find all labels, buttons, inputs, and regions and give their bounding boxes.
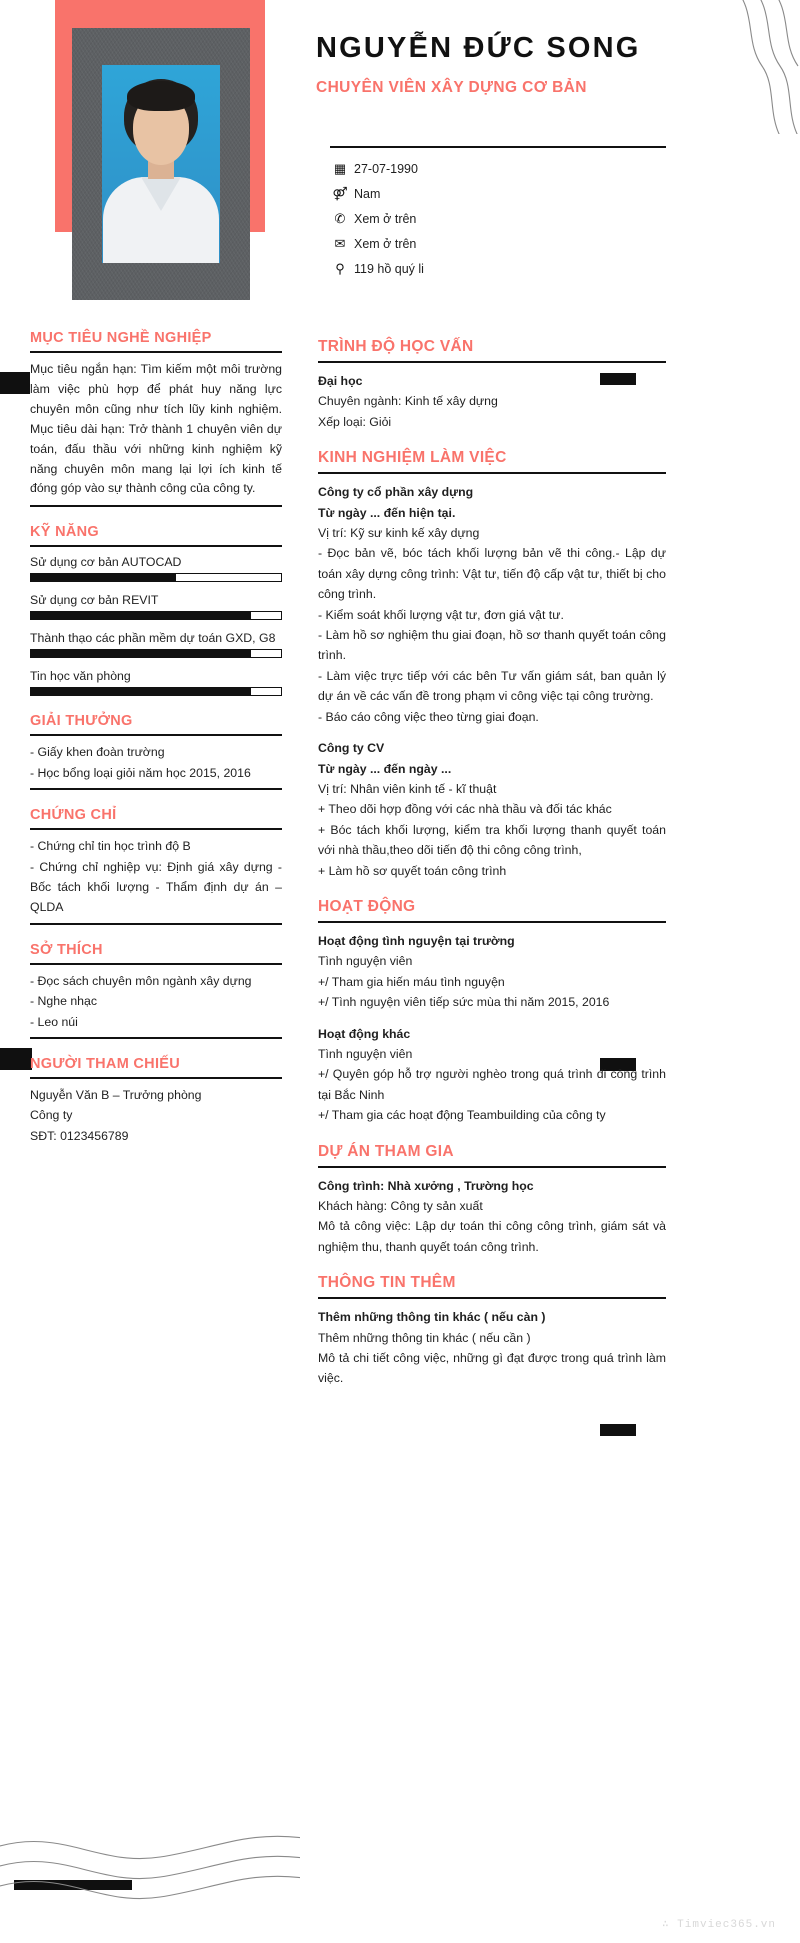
experience-line: + Làm hồ sơ quyết toán công trình	[318, 863, 507, 878]
section-projects	[318, 1143, 666, 1258]
skill-item	[30, 669, 282, 696]
activity-line: Tình nguyện viên	[318, 954, 413, 969]
experience-line: - Làm hồ sơ nghiệm thu giai đoạn, hồ sơ thanh quyết toán công trình.	[318, 628, 666, 663]
section-activities	[318, 898, 666, 1126]
skill-progress-bar	[30, 611, 282, 620]
contact-value: 119 hồ quý li	[354, 261, 424, 276]
decor-tab-left-top	[0, 372, 30, 394]
contact-row	[332, 181, 662, 206]
extra-block	[318, 1299, 666, 1389]
text-line: - Chứng chỉ tin học trình độ B	[30, 839, 191, 854]
skill-progress-fill	[31, 574, 176, 581]
education-block	[318, 363, 666, 432]
text-line: - Học bổng loại giỏi năm học 2015, 2016	[30, 765, 251, 780]
activity-group	[318, 1024, 666, 1126]
extra-name: Thêm những thông tin khác ( nếu càn )	[318, 1310, 546, 1325]
activity-line: Tình nguyện viên	[318, 1046, 413, 1061]
skill-item	[30, 631, 282, 658]
skill-progress-bar	[30, 573, 282, 582]
contact-row	[332, 231, 662, 256]
calendar-icon: ▦	[333, 161, 347, 176]
hobbies-list	[30, 965, 282, 1037]
skill-progress-bar	[30, 687, 282, 696]
experience-line: Vị trí: Nhân viên kinh tế - kĩ thuật	[318, 781, 497, 796]
experience-line: - Đọc bản vẽ, bóc tách khối lượng bản vẽ thi công.- Lập dự toán xây dựng công trình: Vật tư, tiến độ cấp vật tư, thiết bị cho công trình.	[318, 546, 666, 602]
reference-list	[30, 1079, 282, 1151]
section-title-projects: DỰ ÁN THAM GIA	[318, 1142, 454, 1160]
text-line: Thêm những thông tin khác ( nếu cần )	[318, 1330, 531, 1345]
experience-company: Công ty CV	[318, 741, 385, 756]
contact-value: Nam	[354, 186, 381, 201]
projects-block	[318, 1168, 666, 1258]
text-line: Mô tả công việc: Lập dự toán thi công công trình, giám sát và nghiệm thu, thanh quyết toán công trình.	[318, 1219, 666, 1254]
decor-tab-left-bottom	[0, 1048, 32, 1070]
left-column	[30, 330, 282, 1168]
section-certificates	[30, 807, 282, 925]
activity-line: +/ Tham gia các hoạt động Teambuilding của công ty	[318, 1108, 606, 1123]
skill-progress-fill	[31, 688, 251, 695]
experience-company: Công ty cổ phần xây dựng	[318, 485, 474, 500]
certificates-list	[30, 830, 282, 923]
experience-period: Từ ngày ... đến hiện tại.	[318, 505, 456, 520]
experience-line: + Theo dõi hợp đồng với các nhà thầu và đối tác khác	[318, 802, 612, 817]
wave-decoration-top-right	[640, 0, 800, 134]
section-experience	[318, 449, 666, 881]
contact-value: Xem ở trên	[354, 236, 417, 251]
text-line: Xếp loại: Giỏi	[318, 414, 392, 429]
skill-progress-fill	[31, 612, 251, 619]
section-education	[318, 338, 666, 432]
text-line: - Leo núi	[30, 1014, 78, 1029]
activities-list	[318, 923, 666, 1126]
text-line: Nguyễn Văn B – Trưởng phòng	[30, 1088, 202, 1102]
phone-icon: ✆	[334, 211, 346, 226]
section-title-certificates: CHỨNG CHỈ	[30, 807, 117, 824]
contact-row	[332, 256, 662, 281]
section-title-hobbies: SỞ THÍCH	[30, 941, 103, 958]
skill-progress-bar	[30, 649, 282, 658]
skill-label: Sử dụng cơ bản AUTOCAD	[30, 555, 182, 570]
decor-tab-right-3	[600, 1424, 636, 1436]
text-line: Chuyên ngành: Kinh tế xây dựng	[318, 394, 498, 409]
section-title-skills: KỸ NĂNG	[30, 524, 99, 541]
skill-item	[30, 555, 282, 582]
activity-line: +/ Tình nguyện viên tiếp sức mùa thi năm 2015, 2016	[318, 995, 610, 1010]
skill-label: Tin học văn phòng	[30, 669, 131, 684]
skills-list	[30, 547, 282, 696]
skill-label: Thành thạo các phần mềm dự toán GXD, G8	[30, 631, 276, 646]
text-line: - Đọc sách chuyên môn ngành xây dựng	[30, 973, 252, 988]
section-title-activities: HOẠT ĐỘNG	[318, 897, 416, 915]
email-icon: ✉	[334, 236, 346, 251]
contact-row	[332, 206, 662, 231]
section-title-education: TRÌNH ĐỘ HỌC VẤN	[318, 338, 474, 355]
candidate-role: CHUYÊN VIÊN XÂY DỰNG CƠ BẢN	[316, 79, 587, 96]
experience-period: Từ ngày ... đến ngày ...	[318, 761, 452, 776]
objective-text: Mục tiêu ngắn hạn: Tìm kiếm một môi trường làm việc phù hợp để phát huy năng lực chuyên môn cũng như tích lũy kinh nghiệm. Mục tiêu dài hạn: Trở thành 1 chuyên viên dự toán, đấu thầu với những kinh nghiệm kỹ năng chuyên môn mang lại lợi ích kinh tế đóng góp vào sự thành công của công ty.	[30, 362, 282, 496]
experience-line: + Bóc tách khối lượng, kiểm tra khối lượng thanh quyết toán với nhà thầu,theo dõi tiến độ thi công công trình,	[318, 822, 666, 858]
text-line: - Giấy khen đoàn trường	[30, 745, 165, 760]
text-line: SĐT: 0123456789	[30, 1128, 129, 1143]
avatar	[102, 65, 220, 263]
section-skills	[30, 524, 282, 696]
footer-watermark: ∴ Timviec365.vn	[661, 1919, 776, 1931]
project-name: Công trình: Nhà xưởng , Trường học	[318, 1178, 534, 1193]
education-degree: Đại học	[318, 374, 363, 388]
location-icon: ⚲	[335, 261, 345, 276]
section-title-objective: MỤC TIÊU NGHỀ NGHIỆP	[30, 330, 212, 346]
contact-value: Xem ở trên	[354, 211, 417, 226]
experience-line: Vị trí: Kỹ sư kinh kế xây dựng	[318, 526, 480, 541]
gender-icon: ⚤	[332, 186, 348, 201]
section-hobbies	[30, 942, 282, 1039]
experience-item	[318, 482, 666, 727]
activity-name: Hoạt động khác	[318, 1026, 411, 1041]
experience-item	[318, 738, 666, 881]
experience-line: - Làm việc trực tiếp với các bên Tư vấn giám sát, ban quản lý dự án về các vấn đề trong phạm vi công việc tại công trường.	[318, 668, 666, 704]
skill-item	[30, 593, 282, 620]
activity-line: +/ Tham gia hiến máu tình nguyện	[318, 974, 505, 989]
contact-list	[332, 156, 662, 281]
experience-line: - Kiểm soát khối lượng vật tư, đơn giá vật tư.	[318, 607, 564, 622]
experience-line: - Báo cáo công việc theo từng giai đoạn.	[318, 709, 539, 724]
contact-value: 27-07-1990	[354, 161, 418, 176]
text-line: Công ty	[30, 1108, 73, 1123]
right-column	[318, 338, 666, 1406]
wave-decoration-bottom-left	[0, 1823, 300, 1933]
section-objective	[30, 330, 282, 507]
experience-list	[318, 474, 666, 881]
section-title-experience: KINH NGHIỆM LÀM VIỆC	[318, 449, 507, 467]
header-divider	[330, 146, 666, 148]
text-line: - Chứng chỉ nghiệp vụ: Định giá xây dựng - Bốc tách khối lượng - Thẩm định dự án – QLDA	[30, 859, 282, 915]
extra-muted-note: Mô tả chi tiết công việc, những gì đạt được trong quá trình làm việc.	[318, 1351, 666, 1386]
photo-frame	[72, 28, 250, 300]
activity-group	[318, 931, 666, 1013]
text-line: - Nghe nhạc	[30, 994, 97, 1009]
section-reference	[30, 1056, 282, 1151]
section-title-awards: GIẢI THƯỞNG	[30, 713, 133, 730]
section-title-reference: NGƯỜI THAM CHIẾU	[30, 1056, 181, 1072]
contact-row	[332, 156, 662, 181]
section-title-extra: THÔNG TIN THÊM	[318, 1274, 456, 1292]
activity-name: Hoạt động tình nguyện tại trường	[318, 933, 515, 948]
section-awards	[30, 713, 282, 790]
activity-line: +/ Quyên góp hỗ trợ người nghèo trong quá trình đi công trình tại Bắc Ninh	[318, 1067, 666, 1102]
candidate-name: NGUYỄN ĐỨC SONG	[316, 32, 641, 64]
skill-progress-fill	[31, 650, 251, 657]
section-extra	[318, 1274, 666, 1389]
awards-list	[30, 736, 282, 788]
skill-label: Sử dụng cơ bản REVIT	[30, 593, 159, 608]
text-line: Khách hàng: Công ty sản xuất	[318, 1199, 483, 1213]
